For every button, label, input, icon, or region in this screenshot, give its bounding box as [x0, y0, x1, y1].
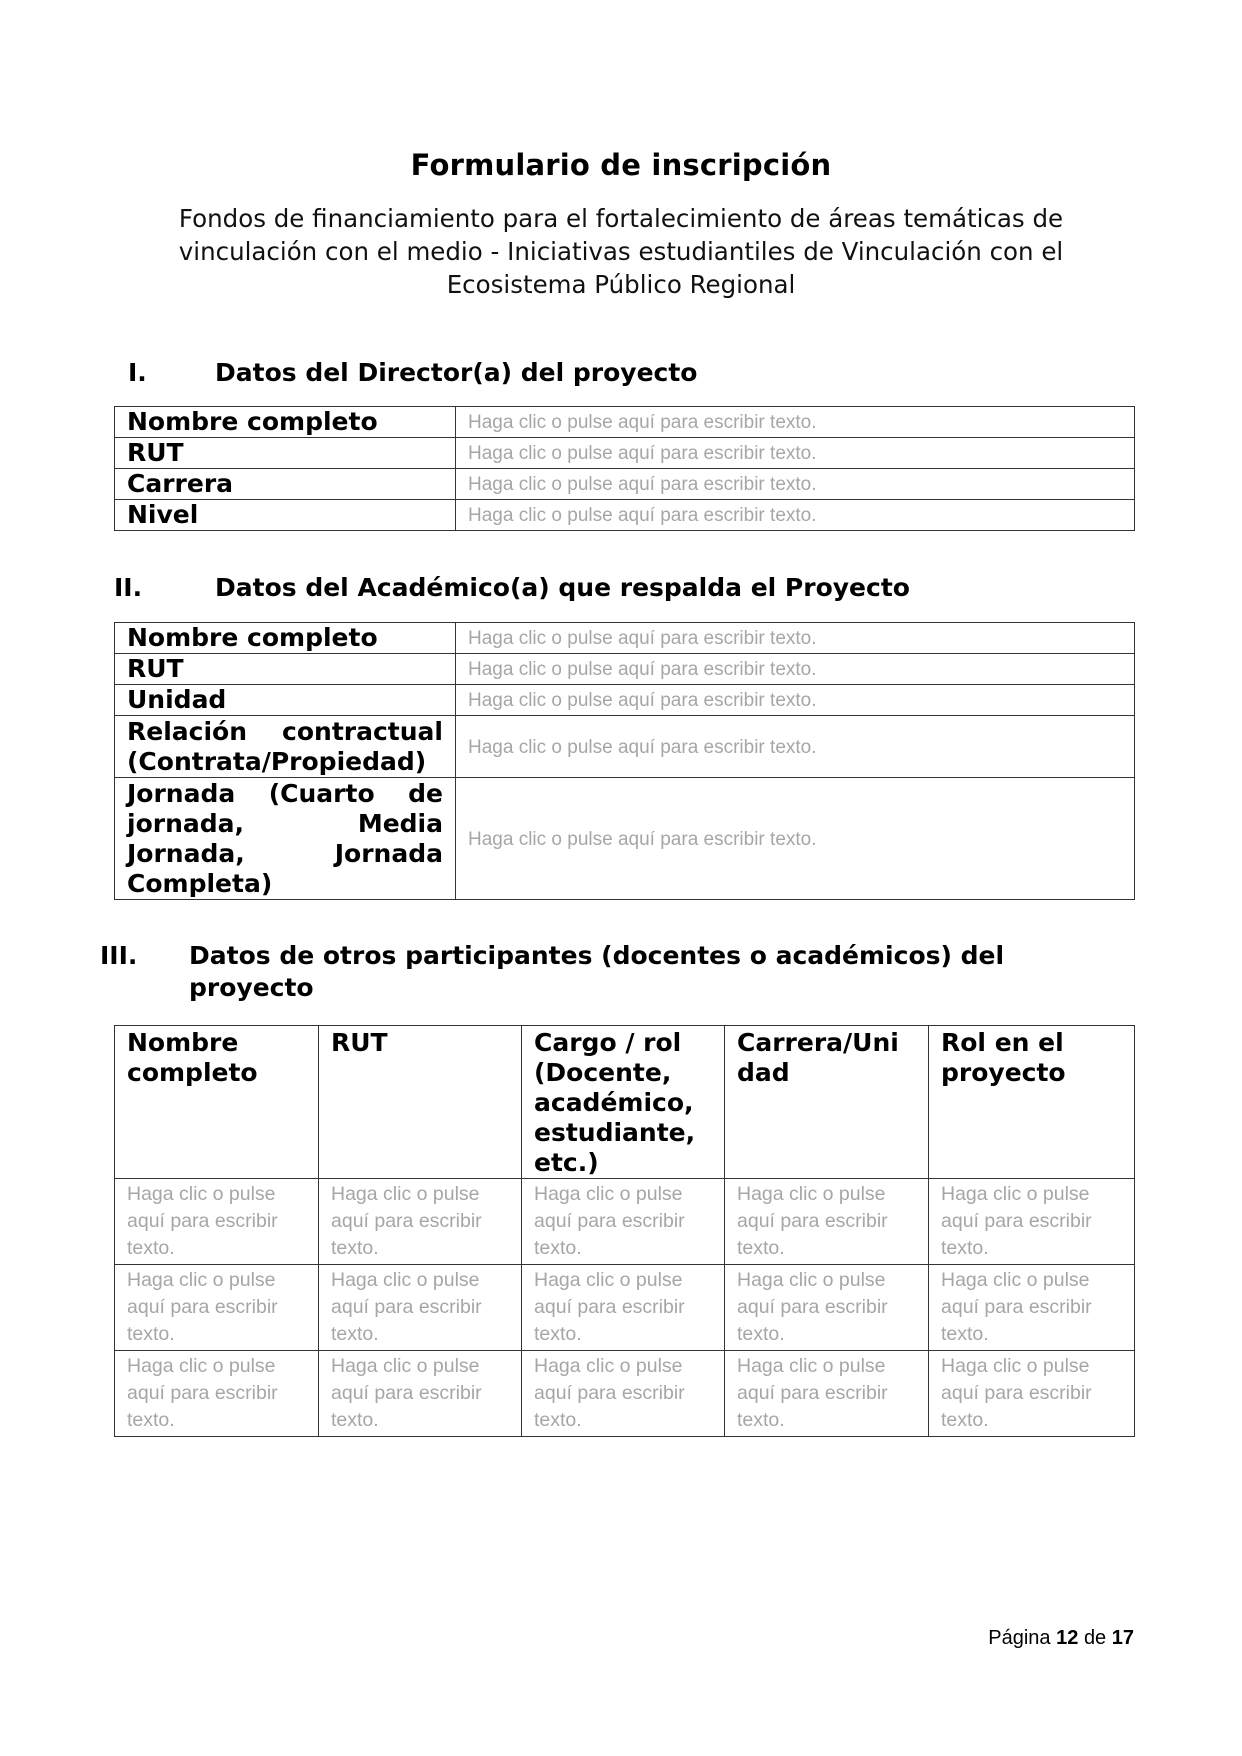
table-row — [115, 1179, 1135, 1265]
field-label: Nombre completo — [115, 623, 456, 654]
section-title: Datos del Director(a) del proyecto — [215, 358, 698, 387]
header-line: (Docente, — [534, 1058, 672, 1087]
label-line: (Contrata/Propiedad) — [127, 746, 427, 776]
header-line: Rol en el — [941, 1028, 1064, 1057]
table-row — [115, 685, 1135, 716]
label-line — [127, 839, 443, 869]
placeholder-line: texto. — [941, 1409, 989, 1431]
header-line: estudiante, — [534, 1118, 696, 1147]
participant-nombre-input[interactable] — [115, 1265, 319, 1351]
label-line — [127, 779, 443, 809]
director-nivel-input[interactable]: Haga clic o pulse aquí para escribir texto. — [456, 500, 1135, 531]
placeholder-line: aquí para escribir — [534, 1296, 685, 1318]
placeholder-line: aquí para escribir — [331, 1210, 482, 1232]
field-label: Nivel — [115, 500, 456, 531]
section-title-line: proyecto — [189, 973, 314, 1002]
header-line: Carrera/Uni — [737, 1028, 899, 1057]
header-line: Nombre — [127, 1028, 239, 1057]
placeholder-line: texto. — [737, 1237, 785, 1259]
placeholder-line: texto. — [534, 1323, 582, 1345]
section-number: I. — [128, 358, 147, 387]
field-label — [115, 778, 456, 900]
subtitle-line: vinculación con el medio - Iniciativas estudiantiles de Vinculación con el — [178, 237, 1064, 266]
section-number: III. — [100, 941, 138, 970]
placeholder-line: aquí para escribir — [737, 1382, 888, 1404]
participant-nombre-input[interactable] — [115, 1351, 319, 1437]
placeholder-line: aquí para escribir — [941, 1382, 1092, 1404]
academico-table — [114, 622, 1135, 900]
label-line — [127, 717, 443, 747]
field-label: Unidad — [115, 685, 456, 716]
header-line: RUT — [331, 1028, 388, 1057]
placeholder-line: aquí para escribir — [941, 1296, 1092, 1318]
placeholder-line: texto. — [941, 1323, 989, 1345]
placeholder-line: Haga clic o pulse — [737, 1183, 886, 1205]
subtitle-line: Ecosistema Público Regional — [446, 270, 796, 299]
placeholder-line: Haga clic o pulse — [331, 1355, 480, 1377]
header-line: proyecto — [941, 1058, 1066, 1087]
section-heading-academico — [114, 572, 1028, 606]
placeholder-line: Haga clic o pulse — [127, 1355, 276, 1377]
page-total: 17 — [1111, 1627, 1134, 1649]
label-word: Media — [357, 808, 443, 838]
table-row — [115, 438, 1135, 469]
academico-relacion-input[interactable]: Haga clic o pulse aquí para escribir texto. — [456, 716, 1135, 778]
table-row — [115, 1351, 1135, 1437]
participant-rut-input[interactable] — [319, 1351, 522, 1437]
column-header-cargo — [522, 1026, 725, 1179]
column-header-nombre — [115, 1026, 319, 1179]
section-heading-participantes — [100, 940, 1100, 1008]
academico-jornada-input[interactable]: Haga clic o pulse aquí para escribir texto. — [456, 778, 1135, 900]
participant-cargo-input[interactable] — [522, 1265, 725, 1351]
director-rut-input[interactable]: Haga clic o pulse aquí para escribir texto. — [456, 438, 1135, 469]
placeholder-line: Haga clic o pulse — [331, 1183, 480, 1205]
placeholder-line: aquí para escribir — [127, 1296, 278, 1318]
placeholder-line: texto. — [331, 1237, 379, 1259]
label-word: jornada, — [127, 808, 245, 838]
placeholder-line: texto. — [941, 1237, 989, 1259]
participant-rol-input[interactable] — [929, 1351, 1135, 1437]
participant-carrera-input[interactable] — [725, 1265, 929, 1351]
placeholder-line: Haga clic o pulse — [941, 1269, 1090, 1291]
table-header-row — [115, 1026, 1135, 1179]
header-line: completo — [127, 1058, 258, 1087]
participant-cargo-input[interactable] — [522, 1179, 725, 1265]
label-word: Jornada — [334, 838, 443, 868]
header-line: etc.) — [534, 1148, 599, 1177]
academico-name-input[interactable]: Haga clic o pulse aquí para escribir texto. — [456, 623, 1135, 654]
field-label: RUT — [115, 438, 456, 469]
participant-rol-input[interactable] — [929, 1265, 1135, 1351]
placeholder-line: Haga clic o pulse — [127, 1269, 276, 1291]
label-word: de — [408, 778, 443, 808]
placeholder-line: Haga clic o pulse — [534, 1183, 683, 1205]
table-row — [115, 500, 1135, 531]
column-header-rol — [929, 1026, 1135, 1179]
column-header-rut — [319, 1026, 522, 1179]
page-current: 12 — [1056, 1627, 1079, 1649]
placeholder-line: texto. — [331, 1409, 379, 1431]
director-carrera-input[interactable]: Haga clic o pulse aquí para escribir texto. — [456, 469, 1135, 500]
director-table — [114, 406, 1135, 531]
participant-cargo-input[interactable] — [522, 1351, 725, 1437]
section-number: II. — [114, 573, 143, 602]
field-label: RUT — [115, 654, 456, 685]
page-sep: de — [1083, 1627, 1107, 1649]
label-word: Relación — [127, 716, 248, 746]
participant-rut-input[interactable] — [319, 1265, 522, 1351]
placeholder-line: Haga clic o pulse — [737, 1269, 886, 1291]
table-row — [115, 1265, 1135, 1351]
table-row — [115, 654, 1135, 685]
field-label: Carrera — [115, 469, 456, 500]
label-word: Jornada, — [127, 838, 245, 868]
label-line — [127, 809, 443, 839]
placeholder-line: texto. — [331, 1323, 379, 1345]
placeholder-line: Haga clic o pulse — [331, 1269, 480, 1291]
table-row — [115, 716, 1135, 778]
participant-rows — [115, 1179, 1135, 1437]
placeholder-line: aquí para escribir — [534, 1382, 685, 1404]
table-row — [115, 623, 1135, 654]
table-row — [115, 778, 1135, 900]
academico-unidad-input[interactable]: Haga clic o pulse aquí para escribir texto. — [456, 685, 1135, 716]
placeholder-line: texto. — [534, 1409, 582, 1431]
header-line: Cargo / rol — [534, 1028, 682, 1057]
director-name-input[interactable]: Haga clic o pulse aquí para escribir texto. — [456, 407, 1135, 438]
placeholder-line: texto. — [127, 1237, 175, 1259]
label-line: Completa) — [127, 868, 273, 898]
form-subtitle — [150, 202, 1092, 301]
field-label: Nombre completo — [115, 407, 456, 438]
label-word: contractual — [282, 716, 443, 746]
subtitle-line: Fondos de financiamiento para el fortalecimiento de áreas temáticas de — [178, 204, 1064, 233]
placeholder-line: aquí para escribir — [534, 1210, 685, 1232]
field-label — [115, 716, 456, 778]
participant-rol-input[interactable] — [929, 1179, 1135, 1265]
placeholder-line: aquí para escribir — [127, 1382, 278, 1404]
placeholder-line: texto. — [534, 1237, 582, 1259]
label-word: (Cuarto — [268, 778, 375, 808]
academico-rut-input[interactable]: Haga clic o pulse aquí para escribir texto. — [456, 654, 1135, 685]
placeholder-line: Haga clic o pulse — [941, 1355, 1090, 1377]
placeholder-line: aquí para escribir — [941, 1210, 1092, 1232]
placeholder-line: aquí para escribir — [127, 1210, 278, 1232]
header-line: dad — [737, 1058, 790, 1087]
placeholder-line: aquí para escribir — [737, 1210, 888, 1232]
participant-carrera-input[interactable] — [725, 1351, 929, 1437]
section-title: Datos del Académico(a) que respalda el Proyecto — [215, 573, 910, 602]
section-title-line: Datos de otros participantes (docentes o académicos) del — [189, 941, 1005, 970]
placeholder-line: texto. — [737, 1409, 785, 1431]
participant-rut-input[interactable] — [319, 1179, 522, 1265]
placeholder-line: aquí para escribir — [737, 1296, 888, 1318]
participant-nombre-input[interactable] — [115, 1179, 319, 1265]
placeholder-line: aquí para escribir — [331, 1296, 482, 1318]
placeholder-line: texto. — [127, 1323, 175, 1345]
placeholder-line: aquí para escribir — [331, 1382, 482, 1404]
participant-carrera-input[interactable] — [725, 1179, 929, 1265]
header-line: académico, — [534, 1088, 694, 1117]
placeholder-line: Haga clic o pulse — [534, 1355, 683, 1377]
form-title: Formulario de inscripción — [410, 148, 832, 182]
table-row — [115, 469, 1135, 500]
placeholder-line: texto. — [127, 1409, 175, 1431]
column-header-carrera — [725, 1026, 929, 1179]
section-title — [189, 940, 1004, 1004]
section-heading-director — [128, 357, 1028, 391]
participantes-table — [114, 1025, 1135, 1437]
page-number — [988, 1627, 1134, 1650]
label-word: Jornada — [127, 778, 236, 808]
placeholder-line: Haga clic o pulse — [534, 1269, 683, 1291]
placeholder-line: texto. — [737, 1323, 785, 1345]
placeholder-line: Haga clic o pulse — [737, 1355, 886, 1377]
page-label: Página — [988, 1627, 1051, 1649]
placeholder-line: Haga clic o pulse — [941, 1183, 1090, 1205]
table-row — [115, 407, 1135, 438]
placeholder-line: Haga clic o pulse — [127, 1183, 276, 1205]
